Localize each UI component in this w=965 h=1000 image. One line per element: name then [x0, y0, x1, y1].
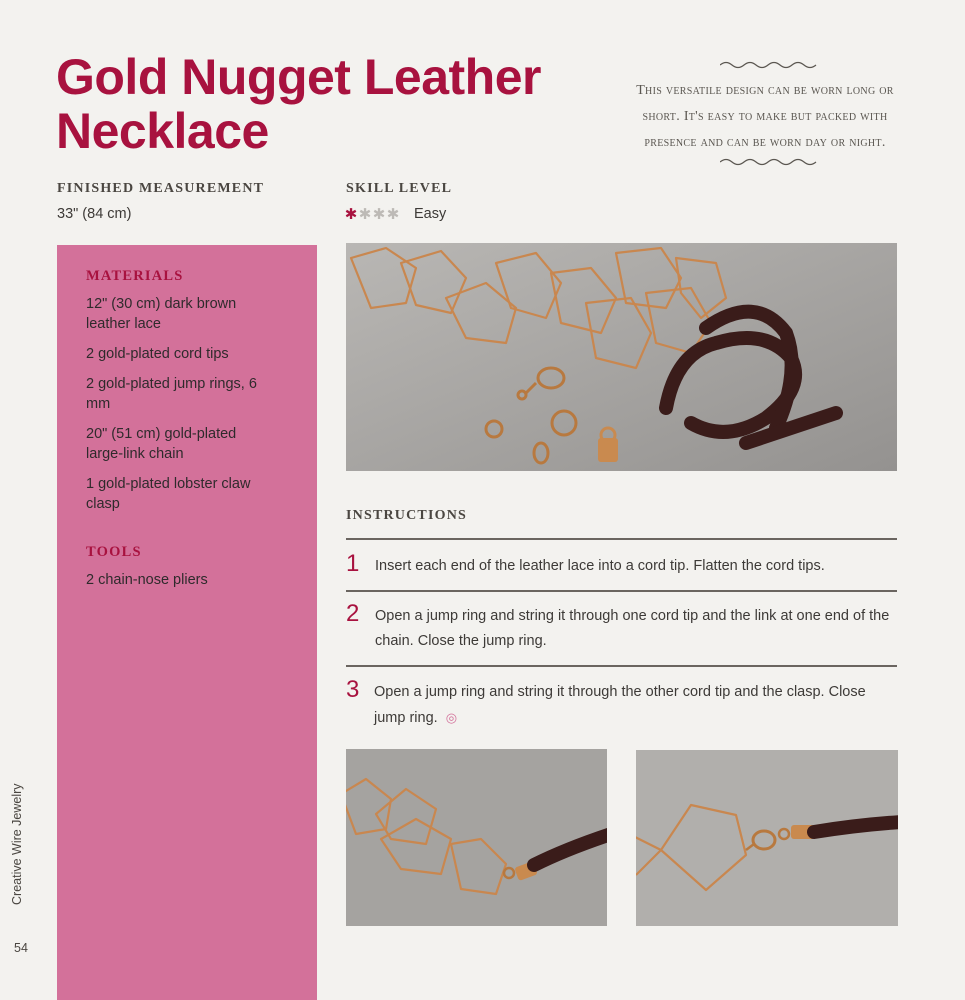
tools-item: 2 chain-nose pliers: [86, 572, 208, 588]
star-icon: ✱: [386, 206, 400, 223]
tools-heading: TOOLS: [86, 544, 142, 560]
wave-divider-top: [720, 60, 820, 70]
skill-level-label: SKILL LEVEL: [346, 181, 453, 196]
step-text: [374, 680, 894, 731]
star-icon: ✱: [372, 206, 386, 223]
page-title: [56, 50, 616, 158]
end-mark-icon: ◎: [445, 710, 458, 725]
step-photo-right: [636, 750, 898, 926]
step-number: 3: [346, 676, 360, 703]
book-title-spine: Creative Wire Jewelry: [10, 783, 24, 905]
instructions-heading: INSTRUCTIONS: [346, 508, 467, 523]
star-icon: ✱: [358, 206, 372, 223]
materials-photo-art: [346, 243, 897, 471]
materials-photo: [346, 243, 897, 471]
skill-rating: [344, 205, 446, 223]
wave-divider-bottom: [720, 157, 820, 167]
finished-measurement-value: 33" (84 cm): [57, 206, 132, 222]
materials-item: 12" (30 cm) dark brown leather lace: [86, 296, 237, 332]
step-photo-right-art: [636, 750, 898, 926]
materials-item: 20" (51 cm) gold-plated large-link chain: [86, 426, 237, 462]
materials-heading: MATERIALS: [86, 268, 184, 284]
step-number: 2: [346, 600, 360, 627]
finished-measurement-label: FINISHED MEASUREMENT: [57, 181, 265, 196]
title-line-1: Gold Nugget Leather: [56, 49, 541, 105]
step-number: 1: [346, 550, 360, 577]
materials-list: [86, 294, 276, 514]
step-divider: [346, 665, 897, 667]
skill-level-text: Easy: [414, 206, 447, 222]
step-text: Open a jump ring and string it through one cord tip and the link at one end of the chain. Close the jump ring.: [375, 608, 890, 649]
intro-text: This versatile design can be worn long or short. It's easy to make but packed with presence and can be worn day or night.: [636, 83, 894, 150]
star-icon: ✱: [344, 206, 358, 223]
materials-item: 2 gold-plated jump rings, 6 mm: [86, 376, 257, 412]
title-line-2: Necklace: [56, 103, 269, 159]
step-photo-left: [346, 749, 607, 926]
step-text-content: Open a jump ring and string it through the other cord tip and the clasp. Close jump ring.: [374, 684, 866, 726]
materials-item: 2 gold-plated cord tips: [86, 346, 229, 362]
step-text: Insert each end of the leather lace into a cord tip. Flatten the cord tips.: [375, 558, 825, 574]
page-number: 54: [14, 941, 28, 955]
step-photo-left-art: [346, 749, 607, 926]
instructions-rule: [346, 538, 897, 540]
step-divider: [346, 590, 897, 592]
materials-item: 1 gold-plated lobster claw clasp: [86, 476, 251, 512]
